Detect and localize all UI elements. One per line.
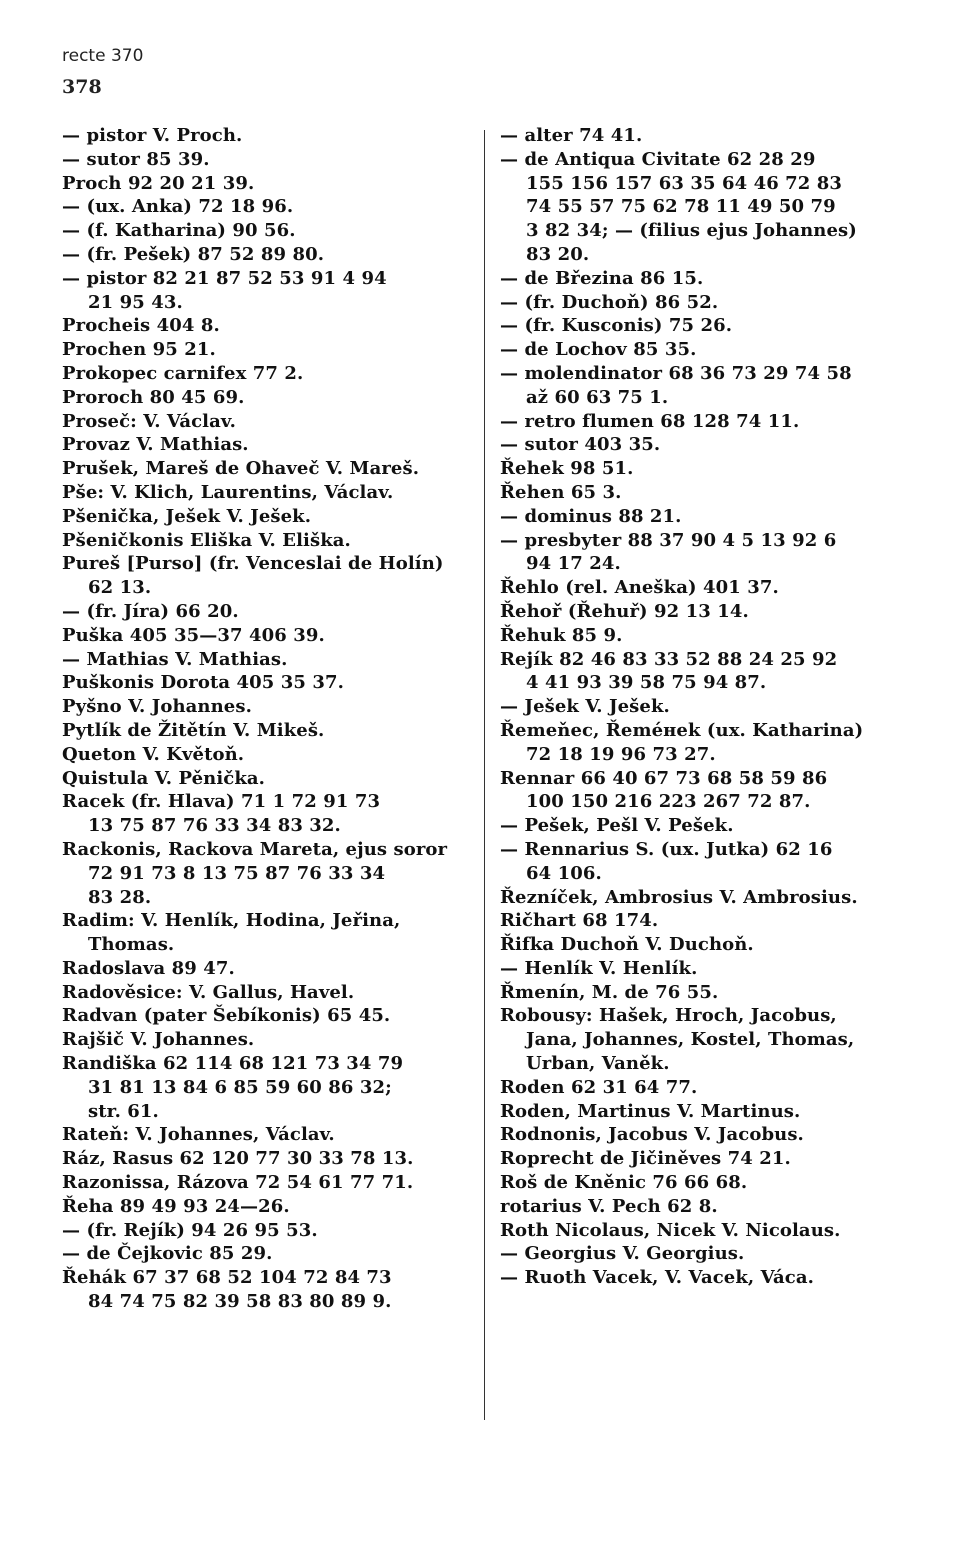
index-entry-line: Razonissa, Rázova 72 54 61 77 71. xyxy=(62,1172,414,1194)
index-entry-line: 155 156 157 63 35 64 46 72 83 xyxy=(526,172,843,194)
index-entry-line: 72 91 73 8 13 75 87 76 33 34 xyxy=(88,862,386,884)
index-entry-line: Rejík 82 46 83 33 52 88 24 25 92 xyxy=(500,648,838,670)
index-entry-line: Prokopec carnifex 77 2. xyxy=(62,362,304,384)
index-entry-line: Pšeničkonis Eliška V. Eliška. xyxy=(62,529,351,551)
index-entry-line: — pistor 82 21 87 52 53 91 4 94 xyxy=(62,267,387,289)
page-note: recte 370 xyxy=(62,46,144,66)
index-entry-line: — (ux. Anka) 72 18 96. xyxy=(62,196,294,218)
index-entry-line: Radvan (pater Šebíkonis) 65 45. xyxy=(62,1005,391,1027)
index-entry-line: Řifka Duchoň V. Duchoň. xyxy=(500,934,754,956)
index-entry-line: Quistula V. Pěnička. xyxy=(62,767,266,789)
index-entry-line: Thomas. xyxy=(88,934,175,956)
index-entry-line: — Henlík V. Henlík. xyxy=(500,957,698,979)
index-entry-line: Radověsice: V. Gallus, Havel. xyxy=(62,981,355,1003)
index-entry-line: 13 75 87 76 33 34 83 32. xyxy=(88,815,341,837)
index-entry-line: Roš de Kněnic 76 66 68. xyxy=(500,1172,748,1194)
index-entry-line: — de Březina 86 15. xyxy=(500,267,704,289)
index-entry-line: — Mathias V. Mathias. xyxy=(62,648,288,670)
index-entry-line: Provaz V. Mathias. xyxy=(62,434,249,456)
index-entry-line: 4 41 93 39 58 75 94 87. xyxy=(526,672,767,694)
index-entry-line: Pureš [Purso] (fr. Venceslai de Holín) xyxy=(62,553,444,575)
index-entry-line: — de Antiqua Civitate 62 28 29 xyxy=(500,148,816,170)
index-entry-line: str. 61. xyxy=(88,1100,159,1122)
column-divider xyxy=(484,130,485,1420)
index-entry-line: — sutor 85 39. xyxy=(62,148,210,170)
index-entry-line: Řehek 98 51. xyxy=(500,458,634,480)
index-entry-line: Řemeňec, Řeméнek (ux. Katharina) xyxy=(500,719,864,741)
index-entry-line: — (fr. Kusconis) 75 26. xyxy=(500,315,733,337)
index-entry-line: Rodnonis, Jacobus V. Jacobus. xyxy=(500,1124,804,1146)
index-entry-line: Roprecht de Jičiněves 74 21. xyxy=(500,1148,791,1170)
index-entry-line: Řehlo (rel. Aneška) 401 37. xyxy=(500,577,779,599)
index-entry-line: — (fr. Pešek) 87 52 89 80. xyxy=(62,243,325,265)
index-entry-line: 74 55 57 75 62 78 11 49 50 79 xyxy=(526,196,836,218)
index-entry-line: Roden 62 31 64 77. xyxy=(500,1076,698,1098)
index-entry-line: Řeha 89 49 93 24—26. xyxy=(62,1195,290,1217)
index-entry-line: — presbyter 88 37 90 4 5 13 92 6 xyxy=(500,529,837,551)
index-entry-line: Queton V. Květoň. xyxy=(62,743,245,765)
index-entry-line: — Pešek, Pešl V. Pešek. xyxy=(500,815,734,837)
index-entry-line: — Rennarius S. (ux. Jutka) 62 16 xyxy=(500,838,833,860)
index-entry-line: — dominus 88 21. xyxy=(500,505,682,527)
index-entry-line: Proch 92 20 21 39. xyxy=(62,172,255,194)
index-entry-line: — pistor V. Proch. xyxy=(62,125,243,146)
index-entry-line: 84 74 75 82 39 58 83 80 89 9. xyxy=(88,1291,392,1313)
index-entry-line: Řehoř (Řehuř) 92 13 14. xyxy=(500,600,749,622)
index-entry-line: — de Lochov 85 35. xyxy=(500,339,697,361)
index-entry-line: — Georgius V. Georgius. xyxy=(500,1243,745,1265)
index-column-right xyxy=(500,124,910,1290)
index-entry-line: Ričhart 68 174. xyxy=(500,910,659,932)
index-entry-line: Puškonis Dorota 405 35 37. xyxy=(62,672,344,694)
index-entry-line: Proseč: V. Václav. xyxy=(62,410,236,432)
index-entry-line: 62 13. xyxy=(88,577,152,599)
index-entry-line: 21 95 43. xyxy=(88,291,183,313)
index-entry-line: — de Čejkovic 85 29. xyxy=(62,1243,273,1265)
index-entry-line: Racek (fr. Hlava) 71 1 72 91 73 xyxy=(62,791,381,813)
index-entry-line: — alter 74 41. xyxy=(500,125,643,146)
index-entry-line: Radim: V. Henlík, Hodina, Jeřina, xyxy=(62,910,401,932)
index-entry-line: Urban, Vaněk. xyxy=(526,1053,670,1075)
index-entry-line: Jana, Johannes, Kostel, Thomas, xyxy=(526,1029,855,1051)
index-entry-line: Procheis 404 8. xyxy=(62,315,220,337)
index-entry-line: Rateň: V. Johannes, Václav. xyxy=(62,1124,335,1146)
index-entry-line: Řehen 65 3. xyxy=(500,481,622,503)
index-entry-line: Řezníček, Ambrosius V. Ambrosius. xyxy=(500,886,858,908)
index-entry-line: Řmenín, M. de 76 55. xyxy=(500,981,719,1003)
index-entry-line: Proroch 80 45 69. xyxy=(62,386,245,408)
index-entry-line: — (fr. Jíra) 66 20. xyxy=(62,600,239,622)
index-entry-line: — retro flumen 68 128 74 11. xyxy=(500,410,800,432)
index-entry-line: — molendinator 68 36 73 29 74 58 xyxy=(500,362,852,384)
index-entry-line: — (fr. Duchoň) 86 52. xyxy=(500,291,719,313)
index-entry-line: Pytlík de Žitětín V. Mikeš. xyxy=(62,719,325,741)
index-entry-line: 72 18 19 96 73 27. xyxy=(526,743,716,765)
index-entry-line: — Ruoth Vacek, V. Vacek, Váca. xyxy=(500,1267,814,1289)
index-entry-line: 3 82 34; — (filius ejus Johannes) xyxy=(526,220,857,242)
index-entry-line: Pyšno V. Johannes. xyxy=(62,696,252,718)
index-entry-line: Rackonis, Rackova Mareta, ejus soror xyxy=(62,838,448,860)
index-entry-line: 100 150 216 223 267 72 87. xyxy=(526,791,811,813)
index-entry-line: Radoslava 89 47. xyxy=(62,957,235,979)
index-entry-line: Pšenička, Ješek V. Ješek. xyxy=(62,505,312,527)
index-entry-line: 64 106. xyxy=(526,862,602,884)
index-entry-line: Řehák 67 37 68 52 104 72 84 73 xyxy=(62,1267,392,1289)
index-entry-line: — sutor 403 35. xyxy=(500,434,661,456)
index-entry-line: Puška 405 35—37 406 39. xyxy=(62,624,325,646)
index-entry-line: Prušek, Mareš de Ohaveč V. Mareš. xyxy=(62,458,420,480)
index-entry-line: Robousy: Hašek, Hroch, Jacobus, xyxy=(500,1005,837,1027)
index-entry-line: — Ješek V. Ješek. xyxy=(500,696,670,718)
index-entry-line: Pše: V. Klich, Laurentins, Václav. xyxy=(62,481,394,503)
index-entry-line: Řehuk 85 9. xyxy=(500,624,623,646)
index-entry-line: Prochen 95 21. xyxy=(62,339,216,361)
index-entry-line: — (fr. Rejík) 94 26 95 53. xyxy=(62,1219,318,1241)
index-entry-line: Rennar 66 40 67 73 68 58 59 86 xyxy=(500,767,828,789)
index-entry-line: 83 28. xyxy=(88,886,152,908)
index-entry-line: rotarius V. Pech 62 8. xyxy=(500,1195,718,1217)
index-entry-line: — (f. Katharina) 90 56. xyxy=(62,220,296,242)
index-entry-line: Rajšič V. Johannes. xyxy=(62,1029,255,1051)
index-entry-line: 83 20. xyxy=(526,243,590,265)
page-number: 378 xyxy=(62,76,102,98)
index-entry-line: až 60 63 75 1. xyxy=(526,386,669,408)
index-entry-line: 94 17 24. xyxy=(526,553,621,575)
index-entry-line: 31 81 13 84 6 85 59 60 86 32; xyxy=(88,1076,392,1098)
index-entry-line: Roth Nicolaus, Nicek V. Nicolaus. xyxy=(500,1219,841,1241)
index-entry-line: Ráz, Rasus 62 120 77 30 33 78 13. xyxy=(62,1148,414,1170)
index-entry-line: Randiška 62 114 68 121 73 34 79 xyxy=(62,1053,404,1075)
index-column-left xyxy=(62,124,472,1314)
index-entry-line: Roden, Martinus V. Martinus. xyxy=(500,1100,801,1122)
